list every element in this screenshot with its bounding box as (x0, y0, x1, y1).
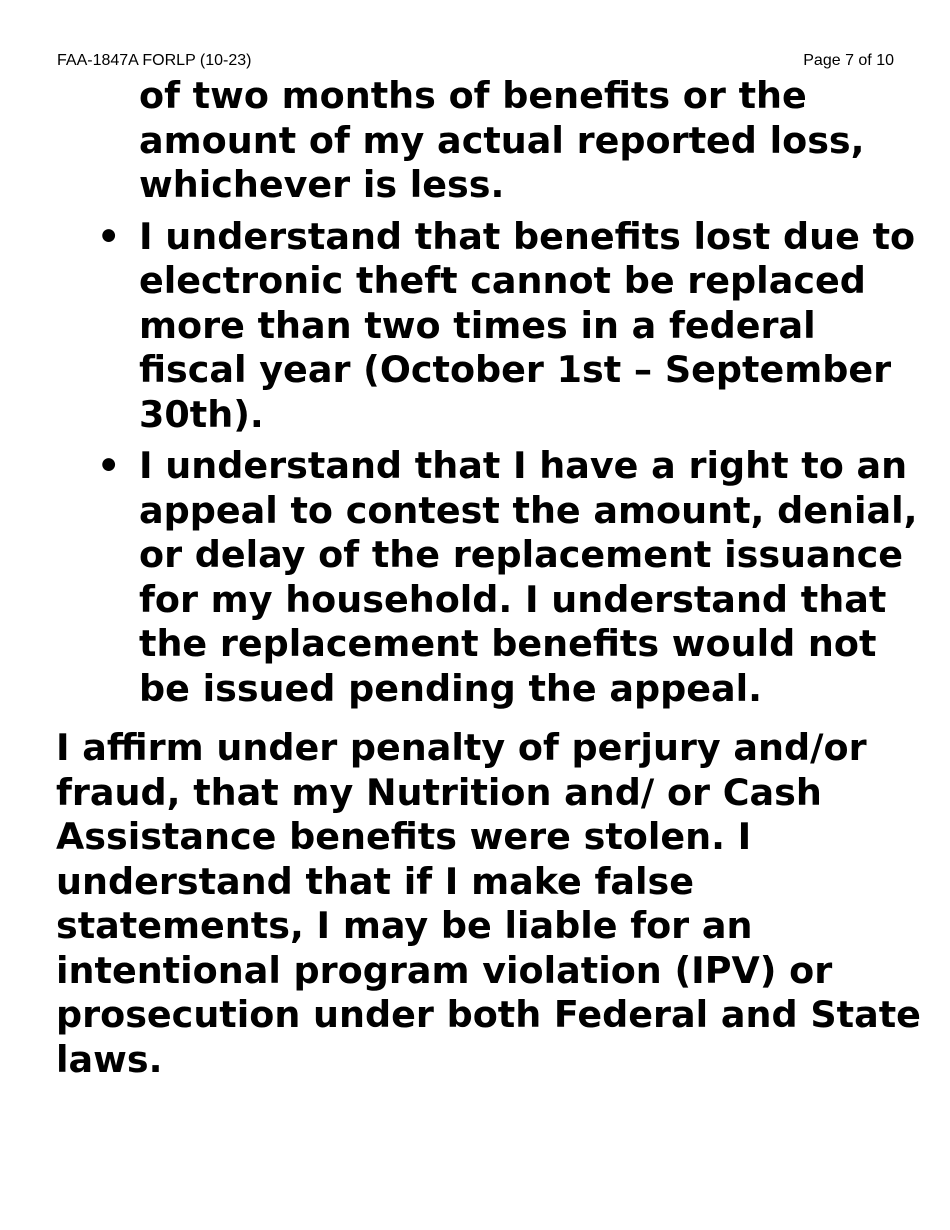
bullet-text: I understand that benefits lost due to electronic theft cannot be replaced more than two times in a federal fiscal year (October 1st – September 30th). (139, 214, 916, 436)
bullet-item-appeal-right (97, 444, 929, 711)
page-number: Page 7 of 10 (803, 52, 894, 69)
affirmation-paragraph: I affirm under penalty of perjury and/or fraud, that my Nutrition and/ or Cash Assistance benefits were stolen. I understand that if I make false statements, I may be liable for an intentional program violation (IPV) or prosecution under both Federal and State laws. (56, 726, 921, 1081)
bullet-marker: • (97, 444, 121, 487)
bullet-item-replacement-limit (97, 214, 929, 438)
bullet-list (0, 215, 950, 712)
page-header (57, 52, 894, 74)
bullet-marker: • (97, 214, 121, 258)
bullet-text: I understand that I have a right to an appeal to contest the amount, denial, or delay of the replacement issuance for my household. I understand that the replacement benefits would not be issued pending the appeal. (139, 444, 918, 710)
continued-bullet-text: of two months of benefits or the amount of my actual reported loss, whichever is less. (139, 74, 865, 206)
page-body (0, 74, 950, 1082)
form-id: FAA-1847A FORLP (10-23) (57, 52, 252, 69)
